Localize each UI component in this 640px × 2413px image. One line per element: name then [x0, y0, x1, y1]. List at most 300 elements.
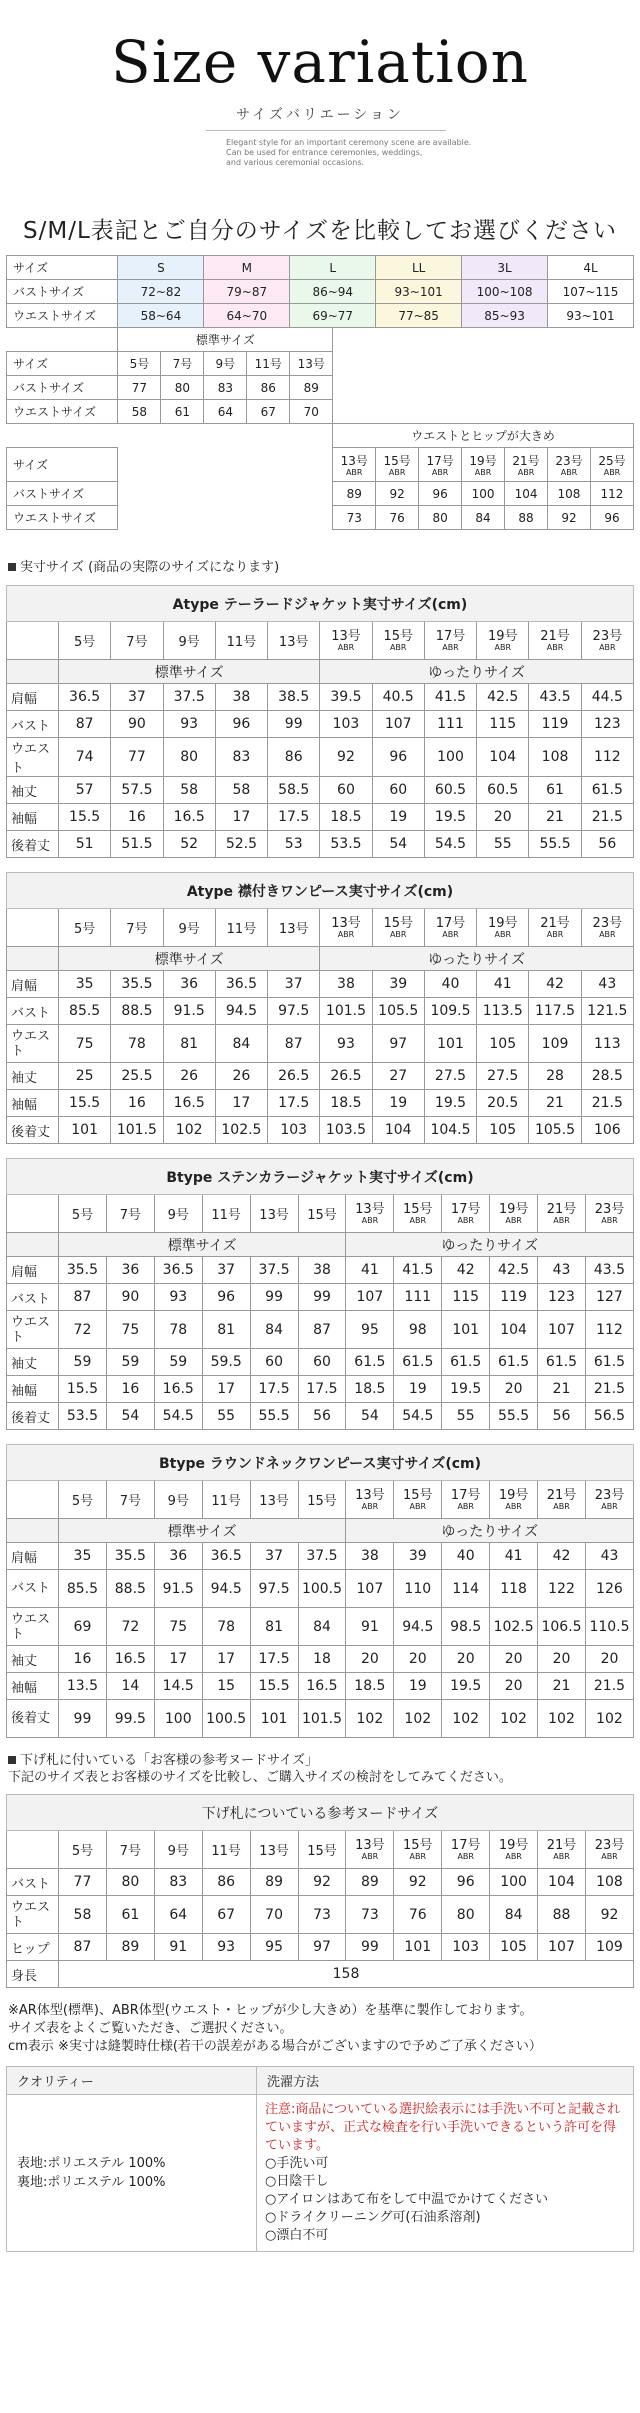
- table-row: [7, 1795, 634, 1831]
- table-row: [7, 1608, 634, 1646]
- table-row: [7, 1869, 634, 1896]
- table-row: [7, 1831, 634, 1869]
- table-row: [7, 2095, 634, 2252]
- table-cell: 70: [250, 1896, 298, 1934]
- table-row: [7, 1284, 634, 1311]
- size-abr: ABR: [546, 929, 564, 939]
- size-number: 13号: [331, 628, 361, 644]
- table-cell: 53.5: [320, 831, 372, 858]
- size-table: [6, 1158, 634, 1430]
- table-row: [7, 1195, 634, 1233]
- table-cell: 75: [59, 1025, 111, 1063]
- size-abr: ABR: [337, 929, 355, 939]
- table-cell: 76: [394, 1896, 442, 1934]
- table-cell: 90: [106, 1284, 154, 1311]
- group-relaxed: ゆったりサイズ: [346, 1233, 634, 1257]
- table-cell: 60: [250, 1349, 298, 1376]
- table-cell: 74: [59, 738, 111, 777]
- corner-cell: [7, 1831, 59, 1869]
- size-abr: ABR: [553, 1501, 570, 1511]
- table-cell: 61.5: [346, 1349, 394, 1376]
- table-row: [7, 831, 634, 858]
- table-cell: 101: [442, 1311, 490, 1349]
- table-cell: 107: [346, 1570, 394, 1608]
- table-cell: 114: [442, 1570, 490, 1608]
- table-cell: 118: [490, 1570, 538, 1608]
- table-cell: 25: [59, 1063, 111, 1090]
- size-abr: ABR: [389, 642, 407, 652]
- table-cell: 113.5: [477, 998, 529, 1025]
- table-cell: 14.5: [154, 1673, 202, 1700]
- height-value: 158: [59, 1961, 634, 1988]
- table-cell: 104: [477, 738, 529, 777]
- table-cell: 80: [163, 738, 215, 777]
- table-cell: 20: [490, 1376, 538, 1403]
- size-number: 19号: [487, 915, 518, 931]
- size-number: 15号: [383, 915, 413, 931]
- nude-size-table: [6, 1794, 634, 1988]
- table-cell: 80: [106, 1869, 154, 1896]
- table-row: [7, 1090, 634, 1117]
- table-cell: 95: [250, 1934, 298, 1961]
- size-number: 13号: [331, 915, 361, 931]
- table-cell: 83: [154, 1869, 202, 1896]
- table-cell: 72: [106, 1608, 154, 1646]
- row-label: バスト: [7, 711, 59, 738]
- table-cell: 19.5: [442, 1673, 490, 1700]
- table-cell: 18.5: [346, 1376, 394, 1403]
- row-label: 後着丈: [7, 1700, 59, 1738]
- table-cell: 61.5: [490, 1349, 538, 1376]
- size-number: 21号: [540, 915, 570, 931]
- table-cell: 73: [346, 1896, 394, 1934]
- table-cell: 56: [581, 831, 633, 858]
- table-cell: 108: [585, 1869, 633, 1896]
- quality-table: [6, 2066, 634, 2252]
- table-cell: 56.5: [585, 1403, 633, 1430]
- table-cell: 101: [394, 1934, 442, 1961]
- table-cell: 102: [585, 1700, 633, 1738]
- table-cell: 20: [490, 1673, 538, 1700]
- table-row: [7, 622, 634, 660]
- table-cell: 19: [394, 1673, 442, 1700]
- table-cell: 60.5: [477, 777, 529, 804]
- table-cell: 61: [106, 1896, 154, 1934]
- table-cell: 58: [215, 777, 267, 804]
- table-cell: 93: [163, 711, 215, 738]
- table-cell: 18: [298, 1646, 346, 1673]
- table-cell: 87: [59, 711, 111, 738]
- table-cell: 87: [59, 1934, 107, 1961]
- table-cell: 54: [346, 1403, 394, 1430]
- table-cell: 44.5: [581, 684, 633, 711]
- table-cell: 36: [106, 1257, 154, 1284]
- table-row: [7, 873, 634, 909]
- table-row: ウエストサイズ 58 61 64 67 70: [7, 400, 634, 424]
- table-cell: 94.5: [215, 998, 267, 1025]
- table-row: [7, 1257, 634, 1284]
- table-cell: 17: [154, 1646, 202, 1673]
- row-label: 肩幅: [7, 971, 59, 998]
- table-cell: 107: [538, 1934, 586, 1961]
- row-label: ウエスト: [7, 738, 59, 777]
- size-header: 5号: [59, 909, 111, 947]
- table-cell: 87: [298, 1311, 346, 1349]
- size-abr: ABR: [505, 1851, 522, 1861]
- table-cell: 117.5: [529, 998, 581, 1025]
- size-comparison-table: [6, 255, 634, 530]
- size-abr: ABR: [599, 929, 616, 939]
- size-number: 23号: [594, 1487, 625, 1503]
- size-header: 13号: [268, 622, 320, 660]
- table-cell: 113: [581, 1025, 633, 1063]
- table-cell: 122: [538, 1570, 586, 1608]
- size-header: 5号: [59, 1481, 107, 1519]
- table-cell: 108: [529, 738, 581, 777]
- table-row: ウエストサイズ 58~64 64~70 69~77 77~85 85~93 93~101: [7, 304, 634, 328]
- size-abr: ABR: [337, 642, 355, 652]
- table-cell: 20: [585, 1646, 633, 1673]
- size-header: 7号: [111, 909, 163, 947]
- table-row: バストサイズ 77 80 83 86 89: [7, 376, 634, 400]
- table-cell: 89: [346, 1869, 394, 1896]
- table-row: [7, 1543, 634, 1570]
- size-header: 11号: [215, 909, 267, 947]
- size-header: 11号: [215, 622, 267, 660]
- table-cell: 36.5: [59, 684, 111, 711]
- table-cell: 18.5: [320, 1090, 372, 1117]
- table-cell: 91: [346, 1608, 394, 1646]
- size-number: 17号: [435, 628, 466, 644]
- table-cell: 17: [202, 1646, 250, 1673]
- table-cell: 102: [394, 1700, 442, 1738]
- table-cell: 37: [202, 1257, 250, 1284]
- table-cell: 39.5: [320, 684, 372, 711]
- table-cell: 28: [529, 1063, 581, 1090]
- table-cell: 93: [320, 1025, 372, 1063]
- table-cell: 21.5: [581, 804, 633, 831]
- table-cell: 16.5: [106, 1646, 154, 1673]
- row-label: バスト: [7, 1570, 59, 1608]
- table-cell: 38: [346, 1543, 394, 1570]
- hero-description: Elegant style for an important ceremony scene are available. Can be used for entrance ceremonies, weddings, and various ceremonial occasions.: [226, 138, 472, 167]
- table-cell: 61.5: [581, 777, 633, 804]
- table-cell: 42: [442, 1257, 490, 1284]
- table-cell: 93: [202, 1934, 250, 1961]
- table-cell: 26: [163, 1063, 215, 1090]
- table-cell: 104: [372, 1117, 424, 1144]
- table-cell: 87: [268, 1025, 320, 1063]
- table-cell: 55: [477, 831, 529, 858]
- table-cell: 36: [154, 1543, 202, 1570]
- table-cell: 19.5: [424, 804, 476, 831]
- table-cell: 26.5: [320, 1063, 372, 1090]
- table-cell: 17.5: [250, 1376, 298, 1403]
- table-row: [7, 738, 634, 777]
- table-row: [7, 947, 634, 971]
- table-row: [7, 711, 634, 738]
- size-number: 19号: [498, 1487, 529, 1503]
- table-cell: 27.5: [424, 1063, 476, 1090]
- size-abr: ABR: [409, 1501, 427, 1511]
- table-caption: Atype 襟付きワンピース実寸サイズ(cm): [7, 873, 634, 909]
- table-cell: 103: [268, 1117, 320, 1144]
- table-row: [7, 586, 634, 622]
- row-label: ウエスト: [7, 1896, 59, 1934]
- table-cell: 73: [298, 1896, 346, 1934]
- table-cell: 115: [477, 711, 529, 738]
- table-cell: 43: [585, 1543, 633, 1570]
- table-cell: 60: [372, 777, 424, 804]
- table-cell: 21.5: [585, 1673, 633, 1700]
- table-cell: 35: [59, 971, 111, 998]
- table-cell: 42.5: [477, 684, 529, 711]
- table-cell: 55: [442, 1403, 490, 1430]
- size-header: 9号: [163, 909, 215, 947]
- table-cell: 78: [111, 1025, 163, 1063]
- size-number: 21号: [546, 1487, 577, 1503]
- table-cell: 54.5: [154, 1403, 202, 1430]
- table-cell: 112: [585, 1311, 633, 1349]
- table-cell: 35: [59, 1543, 107, 1570]
- table-cell: 59: [154, 1349, 202, 1376]
- size-header: 5号: [59, 1831, 107, 1869]
- table-cell: 119: [529, 711, 581, 738]
- table-row: [7, 777, 634, 804]
- corner-cell: [7, 1233, 59, 1257]
- table-cell: 59.5: [202, 1349, 250, 1376]
- table-cell: 121.5: [581, 998, 633, 1025]
- quality-heading: クオリティー: [7, 2067, 257, 2095]
- table-cell: 102: [538, 1700, 586, 1738]
- table-cell: 84: [215, 1025, 267, 1063]
- table-cell: 107: [346, 1284, 394, 1311]
- table-cell: 17.5: [298, 1376, 346, 1403]
- actual-size-tables: [6, 585, 634, 1738]
- size-number: 17号: [450, 1837, 481, 1853]
- size-abr: ABR: [601, 1851, 618, 1861]
- table-cell: 100: [154, 1700, 202, 1738]
- row-label: 身長: [7, 1961, 59, 1988]
- row-label: 袖丈: [7, 1646, 59, 1673]
- table-cell: 18.5: [346, 1673, 394, 1700]
- table-cell: 41: [477, 971, 529, 998]
- table-cell: 92: [320, 738, 372, 777]
- table-cell: 51.5: [111, 831, 163, 858]
- size-number: 13号: [355, 1487, 385, 1503]
- table-cell: 41.5: [394, 1257, 442, 1284]
- table-cell: 89: [250, 1869, 298, 1896]
- table-cell: 53.5: [59, 1403, 107, 1430]
- page-subtitle: サイズバリエーション: [235, 107, 405, 123]
- table-cell: 39: [394, 1543, 442, 1570]
- table-cell: 16: [106, 1376, 154, 1403]
- table-cell: 102.5: [215, 1117, 267, 1144]
- group-standard: 標準サイズ: [59, 1233, 346, 1257]
- compare-heading: S/M/L表記とご自分のサイズを比較してお選びください: [23, 218, 617, 244]
- table-cell: 87: [59, 1284, 107, 1311]
- table-cell: 84: [298, 1608, 346, 1646]
- table-cell: 92: [585, 1896, 633, 1934]
- table-row: [7, 1896, 634, 1934]
- table-cell: 81: [202, 1311, 250, 1349]
- table-cell: 92: [394, 1869, 442, 1896]
- table-cell: 104: [538, 1869, 586, 1896]
- square-bullet-icon: [8, 563, 16, 571]
- table-row: [7, 971, 634, 998]
- table-cell: 55.5: [529, 831, 581, 858]
- size-abr: ABR: [361, 1501, 379, 1511]
- size-abr: ABR: [361, 1215, 379, 1225]
- table-cell: 107: [538, 1311, 586, 1349]
- divider: [206, 130, 446, 131]
- table-cell: 83: [215, 738, 267, 777]
- table-cell: 97: [372, 1025, 424, 1063]
- table-cell: 98.5: [442, 1608, 490, 1646]
- table-cell: 75: [154, 1608, 202, 1646]
- table-cell: 16.5: [154, 1376, 202, 1403]
- table-row: [7, 1570, 634, 1608]
- size-header: 13号: [250, 1195, 298, 1233]
- table-cell: 99: [268, 711, 320, 738]
- table-row: ウエストとヒップが大きめ: [7, 424, 634, 448]
- row-label: バスト: [7, 1284, 59, 1311]
- row-label: バスト: [7, 1869, 59, 1896]
- size-abr: ABR: [601, 1501, 618, 1511]
- table-cell: 37.5: [163, 684, 215, 711]
- size-header: 9号: [154, 1195, 202, 1233]
- row-label: ウエスト: [7, 1311, 59, 1349]
- table-row: [7, 1063, 634, 1090]
- table-cell: 94.5: [394, 1608, 442, 1646]
- table-cell: 104.5: [424, 1117, 476, 1144]
- table-cell: 112: [581, 738, 633, 777]
- size-header: 7号: [106, 1481, 154, 1519]
- table-cell: 17.5: [250, 1646, 298, 1673]
- size-abr: ABR: [409, 1851, 427, 1861]
- table-cell: 42.5: [490, 1257, 538, 1284]
- table-cell: 36: [163, 971, 215, 998]
- table-cell: 109: [529, 1025, 581, 1063]
- table-row: [7, 1376, 634, 1403]
- table-cell: 57: [59, 777, 111, 804]
- table-cell: 69: [59, 1608, 107, 1646]
- table-cell: 54: [106, 1403, 154, 1430]
- row-label: ウエスト: [7, 1608, 59, 1646]
- table-cell: 19: [394, 1376, 442, 1403]
- table-cell: 97.5: [268, 998, 320, 1025]
- table-row: [7, 684, 634, 711]
- table-cell: 37.5: [298, 1543, 346, 1570]
- table-cell: 91.5: [163, 998, 215, 1025]
- table-cell: 54.5: [394, 1403, 442, 1430]
- table-row: 標準サイズ: [7, 328, 634, 352]
- table-cell: 17: [215, 804, 267, 831]
- size-number: 23号: [594, 1201, 625, 1217]
- table-cell: 97: [298, 1934, 346, 1961]
- row-label: ヒップ: [7, 1934, 59, 1961]
- table-cell: 16.5: [163, 1090, 215, 1117]
- table-cell: 21.5: [585, 1376, 633, 1403]
- table-cell: 105: [477, 1025, 529, 1063]
- table-row: [7, 1445, 634, 1481]
- table-cell: 100.5: [298, 1570, 346, 1608]
- size-number: 23号: [592, 915, 623, 931]
- size-number: 21号: [540, 628, 570, 644]
- table-cell: 106.5: [538, 1608, 586, 1646]
- table-cell: 27: [372, 1063, 424, 1090]
- table-cell: 103.5: [320, 1117, 372, 1144]
- table-cell: 110: [394, 1570, 442, 1608]
- row-label: 肩幅: [7, 1257, 59, 1284]
- table-cell: 38.5: [268, 684, 320, 711]
- size-number: 17号: [450, 1201, 481, 1217]
- table-row: [7, 1117, 634, 1144]
- table-cell: 43.5: [529, 684, 581, 711]
- table-cell: 52.5: [215, 831, 267, 858]
- group-standard: 標準サイズ: [59, 660, 320, 684]
- size-number: 19号: [498, 1201, 529, 1217]
- wash-heading: 洗濯方法: [257, 2067, 634, 2095]
- table-cell: 36.5: [202, 1543, 250, 1570]
- table-row: サイズ S M L LL 3L 4L: [7, 256, 634, 280]
- table-cell: 93: [154, 1284, 202, 1311]
- table-cell: 102: [442, 1700, 490, 1738]
- table-cell: 15.5: [59, 1090, 111, 1117]
- row-label: 後着丈: [7, 1403, 59, 1430]
- corner-cell: [7, 947, 59, 971]
- table-cell: 26: [215, 1063, 267, 1090]
- table-cell: 106: [581, 1117, 633, 1144]
- size-header: 9号: [163, 622, 215, 660]
- table-cell: 41: [346, 1257, 394, 1284]
- table-cell: 103: [442, 1934, 490, 1961]
- table-cell: 126: [585, 1570, 633, 1608]
- size-abr: ABR: [361, 1851, 379, 1861]
- table-cell: 55.5: [490, 1403, 538, 1430]
- table-cell: 55.5: [250, 1403, 298, 1430]
- size-header: 13号: [250, 1481, 298, 1519]
- group-standard: 標準サイズ: [59, 1519, 346, 1543]
- table-row: [7, 1673, 634, 1700]
- table-cell: 40: [442, 1543, 490, 1570]
- group-relaxed: ゆったりサイズ: [346, 1519, 634, 1543]
- table-cell: 103: [320, 711, 372, 738]
- table-cell: 37: [250, 1543, 298, 1570]
- size-header: 7号: [111, 622, 163, 660]
- table-cell: 86: [202, 1869, 250, 1896]
- size-abr: ABR: [457, 1215, 474, 1225]
- table-cell: 21.5: [581, 1090, 633, 1117]
- table-cell: 107: [372, 711, 424, 738]
- table-cell: 17: [215, 1090, 267, 1117]
- table-row: [7, 1481, 634, 1519]
- table-cell: 25.5: [111, 1063, 163, 1090]
- table-cell: 127: [585, 1284, 633, 1311]
- table-cell: 102: [163, 1117, 215, 1144]
- size-header: 7号: [106, 1831, 154, 1869]
- table-cell: 58: [59, 1896, 107, 1934]
- table-cell: 60: [298, 1349, 346, 1376]
- size-number: 21号: [546, 1201, 577, 1217]
- table-cell: 27.5: [477, 1063, 529, 1090]
- row-label: バスト: [7, 998, 59, 1025]
- table-row: [7, 660, 634, 684]
- size-abr: ABR: [599, 642, 616, 652]
- table-cell: 56: [298, 1403, 346, 1430]
- table-cell: 15: [202, 1673, 250, 1700]
- size-number: 13号: [355, 1201, 385, 1217]
